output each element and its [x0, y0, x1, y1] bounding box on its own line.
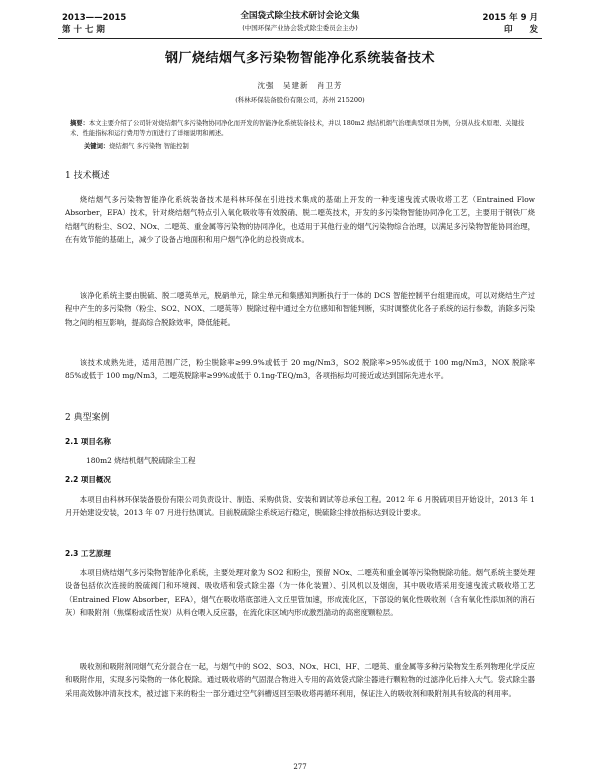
section-1-paragraph-3: 该技术成熟先进，适用范围广泛，粉尘脱除率≥99.9%或低于 20 mg/Nm3，SO2 脱除率>95%或低于 100 mg/Nm3，NOX 脱除率85%或低于 100 mg/Nm3，二噁英脱除率≥99%或低于 0.1ng-TEQ/m3，各项指标均可接近或达到国际先进水平。: [65, 358, 535, 381]
section-2-1-heading: 2.1 项目名称: [65, 437, 111, 446]
keywords-text: 烧结烟气 多污染物 智能控制: [109, 143, 189, 150]
running-header-right: [483, 12, 538, 36]
paper-authors: 沈强 吴建新 肖卫芳: [257, 81, 343, 90]
project-name: 180m2 烧结机烟气脱硫除尘工程: [86, 456, 196, 465]
running-header-left: [62, 12, 126, 36]
header-divider: [58, 38, 542, 39]
page-number: 277: [293, 763, 307, 771]
header-date: 2015 年 9 月: [482, 13, 538, 23]
section-2-heading: 2 典型案例: [65, 413, 110, 423]
paper-affiliation: (科林环保装备股份有限公司，苏州 215200): [235, 96, 365, 104]
abstract-text: 本文主要介绍了公司针对烧结烟气多污染物协同净化而开发的智能净化系统装备技术，并以 180m2 烧结机烟气治理典型项目为例，分别从技术原理、关键技术、性能指标和运行费用等方面进行了详细说明和阐述。: [70, 120, 525, 137]
keywords-label: 关键词：: [84, 143, 110, 150]
keywords: [84, 141, 189, 150]
section-1-paragraph-2: 该净化系统主要由脱硫、脱二噁英单元，脱硝单元，除尘单元和集感知判断执行于一体的 DCS 智能控制平台组建而成，可以对烧结生产过程中产生的多污染物（粉尘、SO2、NOX、二噁英等）脱除过程中通过全方位感知和智能判断，实时调整优化各子系统的运行参数，消除多污染物之间的相互影响，提高综合脱除效率，降低能耗。: [65, 291, 535, 327]
header-organizer: (中国环保产业协会袋式除尘委员会主办): [242, 24, 358, 32]
section-2-2-paragraph: 本项目由科林环保装备股份有限公司负责设计、制造、采购供货、安装和调试等总承包工程。2012 年 6 月脱硫项目开始设计，2013 年 1 月开始建设安装，2013 年 07 月进行热调试。目前脱硫除尘系统运行稳定，脱硫除尘排放指标达到设计要求。: [65, 495, 535, 518]
section-2-3-heading: 2.3 工艺原理: [65, 549, 111, 558]
paper-title: 钢厂烧结烟气多污染物智能净化系统装备技术: [164, 51, 435, 66]
header-years: 2013——2015: [62, 13, 127, 23]
header-issue: 第 十 七 期: [62, 25, 105, 35]
header-proceedings-title: 全国袋式除尘技术研讨会论文集: [240, 11, 360, 21]
header-printed: 印 发: [503, 25, 538, 35]
section-2-3-paragraph-1: 本项目烧结烟气多污染物智能净化系统，主要处理对象为 SO2 和粉尘，预留 NOx、二噁英和重金属等污染物脱除功能。烟气系统主要处理设备包括依次连接的脱硫阀门和环境阀、吸收塔和袋式除尘器（为一体化装置）、引风机以及烟囱，其中吸收塔采用变速曳流式吸收塔工艺（Entrained Flow Absorber，EFA），烟气在吸收塔底部进入文丘里管加速，形成流化区，下部设的氧化性吸收剂（含有氧化性添加剂的消石灰）和吸附剂（焦煤粉或活性炭）从料仓喂入反应器，在流化床区域内形成激烈湍动的高密度颗粒层。: [65, 568, 535, 618]
section-1-paragraph-1: 烧结烟气多污染物智能净化系统装备技术是科林环保在引进技术集成的基础上开发的一种变速曳流式吸收塔工艺（Entrained Flow Absorber，EFA）技术，针对烧结烟气特点引入氧化吸收等有效脱硝、脱二噁英技术，开发的多污染物智能协同净化工艺，主要用于钢铁厂烧结烟气的粉尘、SO2、NOx、二噁英、重金属等污染物的协同净化，也适用于其他行业的烟气污染物综合治理，以满足多污染物智能协同治理，在有效节能的基础上，减少了设备占地面积和用户烟气净化的总投资成本。: [65, 195, 535, 245]
section-1-heading: 1 技术概述: [65, 171, 110, 181]
running-header-center: [200, 10, 400, 34]
abstract: [70, 119, 530, 139]
abstract-label: 摘要：: [70, 120, 89, 127]
section-2-3-paragraph-2: 吸收剂和吸附剂同烟气充分混合在一起，与烟气中的 SO2、SO3、NOx、HCl、HF、二噁英、重金属等多种污染物发生系列物理化学反应和吸附作用，实现多污染物的一体化脱除。通过吸收塔的气固混合物进入专用的高效袋式除尘器进行颗粒物的过滤净化后排入大气。袋式除尘器采用高效脉冲清灰技术，被过滤下来的粉尘一部分通过空气斜槽返回至吸收塔再循环利用，保证注入的吸收剂和吸附剂具有较高的利用率。: [65, 662, 535, 698]
section-2-2-heading: 2.2 项目概况: [65, 475, 111, 484]
